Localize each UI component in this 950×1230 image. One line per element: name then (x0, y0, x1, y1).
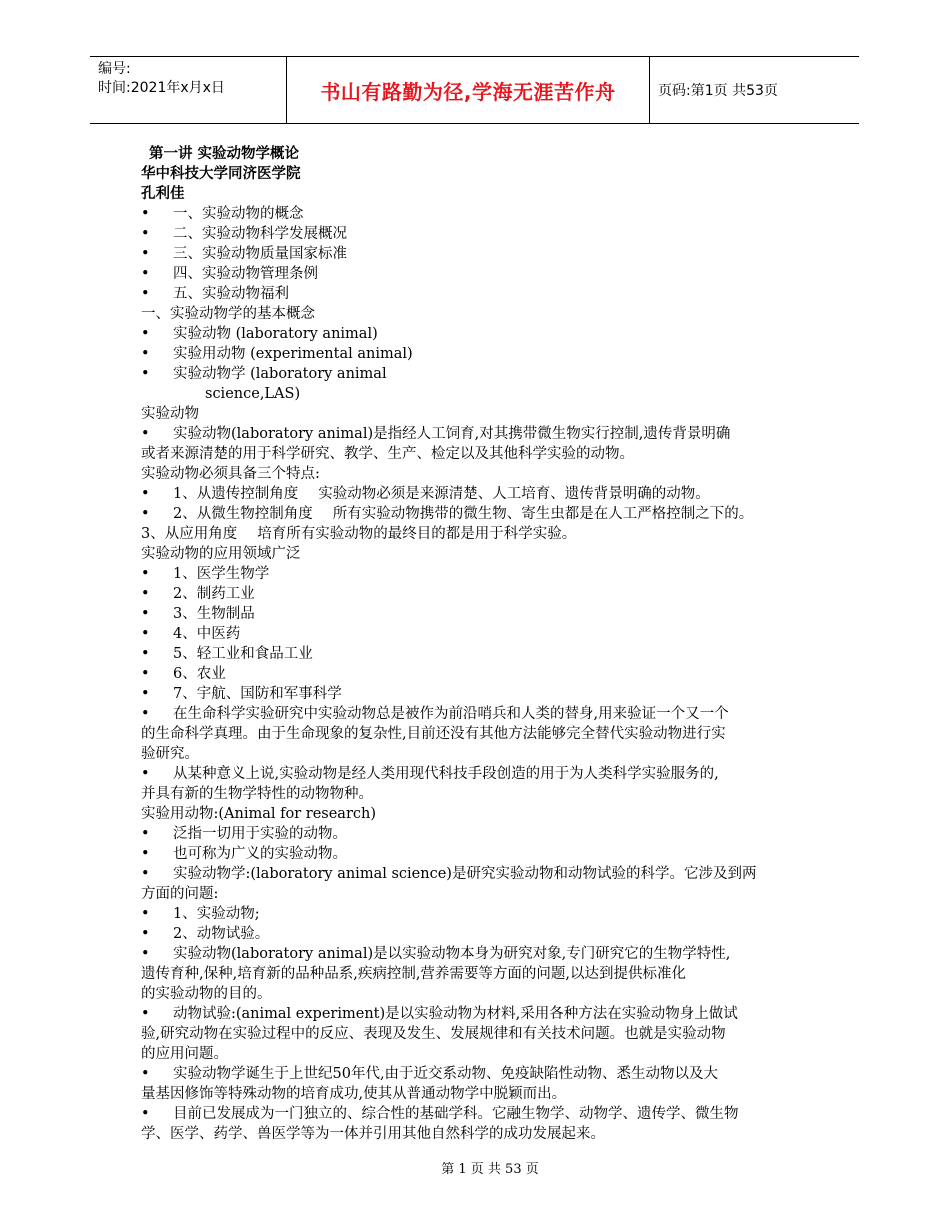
paragraph-line: 在生命科学实验研究中实验动物总是被作为前沿哨兵和人类的替身,用来验证一个又一个 (173, 706, 729, 722)
paragraph-line: 的生命科学真理。由于生命现象的复杂性,目前还没有其他方法能够完全替代实验动物进行实 (141, 726, 726, 742)
header-left-cell (90, 57, 286, 123)
paragraph-line: 实验动物(laboratory animal)是指经人工饲育,对其携带微生物实行控制,遗传背景明确 (173, 426, 731, 442)
outline-item: • 二、实验动物科学发展概况 (141, 226, 347, 242)
feature-text: 培育所有实验动物的最终目的都是用于科学实验。 (257, 526, 577, 542)
application-text: 3、生物制品 (173, 606, 255, 622)
institution: 华中科技大学同济医学院 (141, 166, 301, 182)
feature-item: • 2、从微生物控制角度 所有实验动物携带的微生物、寄生虫都是在人工严格控制之下的。 (141, 506, 754, 522)
paragraph-line: 学、医学、药学、兽医学等为一体并引用其他自然科学的成功发展起来。 (141, 1126, 605, 1142)
application-item: • 7、宇航、国防和军事科学 (141, 686, 342, 702)
paragraph-line: 实验动物学:(laboratory animal science)是研究实验动物和动物试验的科学。它涉及到两 (173, 866, 757, 882)
application-text: 6、农业 (173, 666, 226, 682)
subsection-heading: 实验动物必须具备三个特点: (141, 466, 320, 482)
paragraph: • 实验动物学:(laboratory animal science)是研究实验动物和动物试验的科学。它涉及到两 (141, 866, 757, 882)
paragraph-line: 从某种意义上说,实验动物是经人类用现代科技手段创造的用于为人类科学实验服务的, (173, 766, 719, 782)
feature-item (141, 524, 821, 544)
outline-text: 二、实验动物科学发展概况 (173, 226, 347, 242)
term-item: • 实验动物学 (laboratory animal (141, 366, 387, 382)
section-heading: 一、实验动物学的基本概念 (141, 306, 315, 322)
paragraph-line: 目前已发展成为一门独立的、综合性的基础学科。它融生物学、动物学、遗传学、微生物 (173, 1106, 739, 1122)
las-text: 2、动物试验。 (173, 926, 270, 942)
paragraph-line: 动物试验:(animal experiment)是以实验动物为材料,采用各种方法在实验动物身上做试 (173, 1006, 738, 1022)
paragraph-line: 并具有新的生物学特性的动物物种。 (141, 786, 373, 802)
paragraph-line: 实验动物学诞生于上世纪50年代,由于近交系动物、免疫缺陷性动物、悉生动物以及大 (173, 1066, 719, 1082)
feature-label: 3、从应用角度 (141, 526, 238, 542)
feature-label: 2、从微生物控制角度 (173, 506, 313, 522)
term-item: • 实验用动物 (experimental animal) (141, 346, 413, 362)
las-text: 1、实验动物; (173, 906, 260, 922)
page-footer: 第 1 页 共 53 页 (441, 1162, 539, 1177)
outline-item: • 五、实验动物福利 (141, 286, 289, 302)
paragraph-line: 的应用问题。 (141, 1046, 228, 1062)
paragraph: • 从某种意义上说,实验动物是经人类用现代科技手段创造的用于为人类科学实验服务的, (141, 766, 719, 782)
application-item: • 5、轻工业和食品工业 (141, 646, 313, 662)
paragraph: • 实验动物学诞生于上世纪50年代,由于近交系动物、免疫缺陷性动物、悉生动物以及大 (141, 1066, 719, 1082)
term-item: • 实验动物 (laboratory animal) (141, 326, 378, 342)
feature-text: 所有实验动物携带的微生物、寄生虫都是在人工严格控制之下的。 (332, 506, 754, 522)
header-page-cell (650, 57, 859, 123)
subsection-heading: 实验动物 (141, 406, 199, 422)
outline-text: 五、实验动物福利 (173, 286, 289, 302)
research-text: 也可称为广义的实验动物。 (173, 846, 347, 862)
feature-text: 实验动物必须是来源清楚、人工培育、遗传背景明确的动物。 (318, 486, 710, 502)
research-item: • 也可称为广义的实验动物。 (141, 846, 347, 862)
outline-item: • 三、实验动物质量国家标准 (141, 246, 347, 262)
application-text: 2、制药工业 (173, 586, 255, 602)
paragraph: • 实验动物(laboratory animal)是以实验动物本身为研究对象,专门研究它的生物学特性, (141, 946, 731, 962)
motto: 书山有路勤为径,学海无涯苦作舟 (320, 79, 616, 104)
subsection-heading: 实验动物的应用领域广泛 (141, 546, 301, 562)
application-text: 5、轻工业和食品工业 (173, 646, 313, 662)
paragraph: • 目前已发展成为一门独立的、综合性的基础学科。它融生物学、动物学、遗传学、微生物 (141, 1106, 739, 1122)
paragraph: • 实验动物(laboratory animal)是指经人工饲育,对其携带微生物实行控制,遗传背景明确 (141, 426, 731, 442)
paragraph: • 在生命科学实验研究中实验动物总是被作为前沿哨兵和人类的替身,用来验证一个又一个 (141, 706, 729, 722)
document-body (141, 144, 821, 1144)
time-label: 时间:2021年x月x日 (98, 80, 225, 96)
research-text: 泛指一切用于实验的动物。 (173, 826, 347, 842)
outline-text: 一、实验动物的概念 (173, 206, 304, 222)
application-item: • 3、生物制品 (141, 606, 255, 622)
paragraph-line: 实验动物(laboratory animal)是以实验动物本身为研究对象,专门研究它的生物学特性, (173, 946, 731, 962)
outline-item: • 一、实验动物的概念 (141, 206, 304, 222)
application-text: 4、中医药 (173, 626, 241, 642)
header-motto-cell (286, 57, 650, 123)
author: 孔利佳 (141, 186, 185, 202)
paragraph-line: 验,研究动物在实验过程中的反应、表现及发生、发展规律和有关技术问题。也就是实验动物 (141, 1026, 726, 1042)
term-text: 实验用动物 (experimental animal) (173, 346, 413, 362)
outline-item: • 四、实验动物管理条例 (141, 266, 318, 282)
application-item: • 1、医学生物学 (141, 566, 270, 582)
paragraph-line: 量基因修饰等特殊动物的培育成功,使其从普通动物学中脱颖而出。 (141, 1086, 567, 1102)
lecture-title: 第一讲 实验动物学概论 (149, 146, 300, 162)
number-label: 编号: (98, 61, 131, 77)
application-item: • 4、中医药 (141, 626, 241, 642)
las-item: • 1、实验动物; (141, 906, 260, 922)
application-text: 1、医学生物学 (173, 566, 270, 582)
application-item: • 6、农业 (141, 666, 226, 682)
application-text: 7、宇航、国防和军事科学 (173, 686, 342, 702)
subsection-heading: 实验用动物:(Animal for research) (141, 806, 376, 822)
paragraph-line: 方面的问题: (141, 886, 219, 902)
feature-label: 1、从遗传控制角度 (173, 486, 299, 502)
paragraph-line: 遗传育种,保种,培育新的品种品系,疾病控制,营养需要等方面的问题,以达到提供标准化 (141, 966, 687, 982)
paragraph: • 动物试验:(animal experiment)是以实验动物为材料,采用各种方法在实验动物身上做试 (141, 1006, 738, 1022)
outline-text: 三、实验动物质量国家标准 (173, 246, 347, 262)
term-continuation: science,LAS) (205, 386, 301, 402)
application-item: • 2、制药工业 (141, 586, 255, 602)
paragraph-line: 或者来源清楚的用于科学研究、教学、生产、检定以及其他科学实验的动物。 (141, 446, 634, 462)
paragraph-line: 验研究。 (141, 746, 199, 762)
feature-item: • 1、从遗传控制角度 实验动物必须是来源清楚、人工培育、遗传背景明确的动物。 (141, 486, 710, 502)
page-header (90, 56, 859, 124)
paragraph-line: 的实验动物的目的。 (141, 986, 272, 1002)
outline-text: 四、实验动物管理条例 (173, 266, 318, 282)
term-text: 实验动物 (laboratory animal) (173, 326, 378, 342)
page-label: 页码:第1页 共53页 (658, 83, 778, 99)
las-item: • 2、动物试验。 (141, 926, 270, 942)
term-text: 实验动物学 (laboratory animal (173, 366, 387, 382)
research-item: • 泛指一切用于实验的动物。 (141, 826, 347, 842)
